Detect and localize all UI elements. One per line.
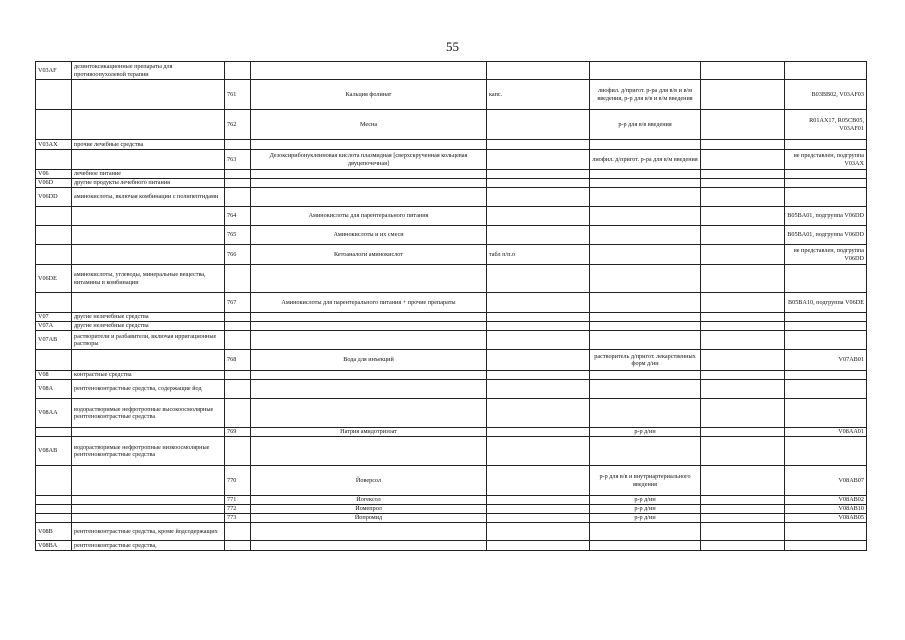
empty-cell — [701, 322, 785, 331]
drug-name-cell — [251, 62, 487, 80]
group-description-cell — [72, 226, 225, 245]
item-number-cell: 773 — [225, 514, 251, 523]
empty-cell — [701, 496, 785, 505]
item-number-cell — [225, 140, 251, 150]
release-form-cell — [590, 188, 701, 207]
group-description-cell: рентгеноконтрастные средства, кроме йодсодержащих — [72, 523, 225, 541]
release-form-cell: р-р д/ин — [590, 505, 701, 514]
atc-reference-cell — [785, 399, 867, 428]
release-form-cell: р-р для в/в введения — [590, 110, 701, 140]
table-row — [36, 428, 867, 437]
atc-code-cell — [36, 350, 72, 371]
table-row — [36, 514, 867, 523]
atc-code-cell — [36, 245, 72, 265]
item-number-cell: 770 — [225, 466, 251, 496]
item-number-cell — [225, 322, 251, 331]
empty-cell — [701, 207, 785, 226]
atc-reference-cell: R01AX17, R05CB05, V03AF01 — [785, 110, 867, 140]
item-number-cell — [225, 179, 251, 188]
empty-cell — [701, 226, 785, 245]
table-row — [36, 437, 867, 466]
item-number-cell: 761 — [225, 80, 251, 110]
atc-reference-cell: V07AB01 — [785, 350, 867, 371]
drug-name-cell: Месна — [251, 110, 487, 140]
empty-cell — [701, 245, 785, 265]
drug-name-cell — [251, 523, 487, 541]
atc-code-cell — [36, 207, 72, 226]
group-description-cell — [72, 350, 225, 371]
drug-name-cell: Йопромид — [251, 514, 487, 523]
group-description-cell: аминокислоты, углеводы, минеральные вещества, витамины в комбинации — [72, 265, 225, 293]
atc-reference-cell: B03BB02, V03AF03 — [785, 80, 867, 110]
dosage-form-cell — [487, 466, 590, 496]
empty-cell — [701, 331, 785, 350]
empty-cell — [701, 523, 785, 541]
atc-code-cell: V03AF — [36, 62, 72, 80]
item-number-cell — [225, 523, 251, 541]
atc-code-cell: V08B — [36, 523, 72, 541]
item-number-cell — [225, 170, 251, 179]
group-description-cell: растворители и разбавители, включая ирригационные растворы — [72, 331, 225, 350]
atc-reference-cell — [785, 380, 867, 399]
release-form-cell: лиофил. д/пригот. р-ра для в/в и в/м введения, р-р для в/в и в/м введения — [590, 80, 701, 110]
empty-cell — [701, 110, 785, 140]
atc-reference-cell: V08AB10 — [785, 505, 867, 514]
atc-reference-cell: V08AB05 — [785, 514, 867, 523]
dosage-form-cell — [487, 514, 590, 523]
empty-cell — [701, 466, 785, 496]
release-form-cell — [590, 207, 701, 226]
dosage-form-cell: капс. — [487, 80, 590, 110]
atc-code-cell — [36, 496, 72, 505]
atc-code-cell: V06DD — [36, 188, 72, 207]
table-row — [36, 322, 867, 331]
group-description-cell: аминокислоты, включая комбинации с полипептидами — [72, 188, 225, 207]
item-number-cell — [225, 331, 251, 350]
release-form-cell — [590, 331, 701, 350]
atc-reference-cell — [785, 371, 867, 380]
empty-cell — [701, 505, 785, 514]
release-form-cell — [590, 437, 701, 466]
dosage-form-cell — [487, 350, 590, 371]
item-number-cell — [225, 399, 251, 428]
group-description-cell: другие нелечебные средства — [72, 322, 225, 331]
table-row — [36, 170, 867, 179]
empty-cell — [701, 179, 785, 188]
table-row — [36, 371, 867, 380]
atc-code-cell — [36, 110, 72, 140]
drug-name-cell: Аминокислоты для парентерального питания — [251, 207, 487, 226]
atc-reference-cell — [785, 140, 867, 150]
group-description-cell: контрастные средства — [72, 371, 225, 380]
drug-name-cell — [251, 322, 487, 331]
item-number-cell — [225, 62, 251, 80]
drug-name-cell: Вода для инъекций — [251, 350, 487, 371]
item-number-cell: 763 — [225, 150, 251, 170]
item-number-cell — [225, 265, 251, 293]
group-description-cell: рентгеноконтрастные средства, — [72, 541, 225, 551]
atc-reference-cell: B05BA10, подгруппа V06DE — [785, 293, 867, 313]
drug-name-cell — [251, 541, 487, 551]
dosage-form-cell — [487, 140, 590, 150]
table-row — [36, 265, 867, 293]
empty-cell — [701, 350, 785, 371]
dosage-form-cell — [487, 207, 590, 226]
item-number-cell: 765 — [225, 226, 251, 245]
dosage-form-cell — [487, 371, 590, 380]
atc-reference-cell — [785, 322, 867, 331]
drug-name-cell — [251, 399, 487, 428]
table-row — [36, 380, 867, 399]
atc-reference-cell — [785, 437, 867, 466]
table-row — [36, 207, 867, 226]
atc-code-cell — [36, 428, 72, 437]
atc-reference-cell: не представлен, подгруппа V06DD — [785, 245, 867, 265]
empty-cell — [701, 380, 785, 399]
atc-code-cell — [36, 505, 72, 514]
group-description-cell — [72, 207, 225, 226]
atc-code-cell: V08BA — [36, 541, 72, 551]
table-row — [36, 541, 867, 551]
atc-code-cell: V06D — [36, 179, 72, 188]
empty-cell — [701, 437, 785, 466]
dosage-form-cell — [487, 437, 590, 466]
empty-cell — [701, 150, 785, 170]
dosage-form-cell — [487, 188, 590, 207]
atc-reference-cell: V08AB02 — [785, 496, 867, 505]
drug-name-cell: Йогексол — [251, 496, 487, 505]
table-row — [36, 331, 867, 350]
atc-reference-cell — [785, 523, 867, 541]
drug-name-cell: Натрия амидотризоат — [251, 428, 487, 437]
table-row — [36, 496, 867, 505]
release-form-cell: р-р д/ин — [590, 496, 701, 505]
atc-reference-cell — [785, 62, 867, 80]
atc-code-cell — [36, 466, 72, 496]
release-form-cell: растворитель д/пригот. лекарственных форм д/ин — [590, 350, 701, 371]
atc-code-cell: V06DE — [36, 265, 72, 293]
group-description-cell — [72, 466, 225, 496]
drug-name-cell: Кальция фолинат — [251, 80, 487, 110]
item-number-cell: 766 — [225, 245, 251, 265]
atc-code-cell — [36, 150, 72, 170]
group-description-cell — [72, 110, 225, 140]
atc-code-cell — [36, 293, 72, 313]
drug-name-cell — [251, 313, 487, 322]
dosage-form-cell — [487, 496, 590, 505]
group-description-cell: дезинтоксикационные препараты для противоопухолевой терапии — [72, 62, 225, 80]
release-form-cell: р-р для в/в и внутриартериального введения — [590, 466, 701, 496]
group-description-cell: другие продукты лечебного питания — [72, 179, 225, 188]
release-form-cell — [590, 179, 701, 188]
atc-code-cell — [36, 80, 72, 110]
release-form-cell — [590, 265, 701, 293]
release-form-cell — [590, 293, 701, 313]
table-body — [36, 62, 867, 551]
dosage-form-cell — [487, 505, 590, 514]
table-row — [36, 313, 867, 322]
atc-reference-cell: не представлен, подгруппа V03AX — [785, 150, 867, 170]
drug-name-cell — [251, 371, 487, 380]
table-row — [36, 466, 867, 496]
dosage-form-cell — [487, 293, 590, 313]
dosage-form-cell — [487, 331, 590, 350]
table-row — [36, 350, 867, 371]
drug-name-cell: Кетоаналоги аминокислот — [251, 245, 487, 265]
drug-name-cell: Дезоксирибонуклеиновая кислота плазмидная [сверхскрученная кольцевая двуцепочечная] — [251, 150, 487, 170]
table-row — [36, 505, 867, 514]
release-form-cell — [590, 226, 701, 245]
atc-code-cell: V08AA — [36, 399, 72, 428]
dosage-form-cell — [487, 380, 590, 399]
table-row — [36, 110, 867, 140]
release-form-cell — [590, 399, 701, 428]
item-number-cell: 772 — [225, 505, 251, 514]
group-description-cell: водорастворимые нефротропные высокоосмолярные рентгеноконтрастные средства — [72, 399, 225, 428]
release-form-cell — [590, 313, 701, 322]
empty-cell — [701, 62, 785, 80]
page-number: 55 — [446, 39, 459, 54]
empty-cell — [701, 188, 785, 207]
atc-code-cell: V06 — [36, 170, 72, 179]
item-number-cell — [225, 188, 251, 207]
atc-reference-cell — [785, 179, 867, 188]
table-row — [36, 188, 867, 207]
table-row — [36, 179, 867, 188]
drug-name-cell — [251, 437, 487, 466]
item-number-cell: 764 — [225, 207, 251, 226]
table-row — [36, 226, 867, 245]
atc-code-cell: V07AB — [36, 331, 72, 350]
item-number-cell: 767 — [225, 293, 251, 313]
dosage-form-cell — [487, 110, 590, 140]
atc-code-cell: V08AB — [36, 437, 72, 466]
table-row — [36, 140, 867, 150]
drug-name-cell — [251, 170, 487, 179]
dosage-form-cell — [487, 322, 590, 331]
table-row — [36, 293, 867, 313]
dosage-form-cell — [487, 523, 590, 541]
atc-code-cell: V07 — [36, 313, 72, 322]
release-form-cell — [590, 62, 701, 80]
dosage-form-cell — [487, 399, 590, 428]
group-description-cell: рентгеноконтрастные средства, содержащие йод — [72, 380, 225, 399]
item-number-cell — [225, 313, 251, 322]
table-row — [36, 523, 867, 541]
atc-reference-cell — [785, 265, 867, 293]
empty-cell — [701, 265, 785, 293]
dosage-form-cell — [487, 541, 590, 551]
drug-name-cell: Йоверсол — [251, 466, 487, 496]
atc-code-cell: V08 — [36, 371, 72, 380]
drug-name-cell — [251, 265, 487, 293]
release-form-cell — [590, 245, 701, 265]
table-row — [36, 150, 867, 170]
group-description-cell — [72, 150, 225, 170]
group-description-cell — [72, 428, 225, 437]
empty-cell — [701, 371, 785, 380]
table-row — [36, 62, 867, 80]
dosage-form-cell — [487, 150, 590, 170]
atc-reference-cell — [785, 541, 867, 551]
dosage-form-cell — [487, 428, 590, 437]
dosage-form-cell: табл п/п.о — [487, 245, 590, 265]
dosage-form-cell — [487, 179, 590, 188]
dosage-form-cell — [487, 313, 590, 322]
group-description-cell: прочие лечебные средства — [72, 140, 225, 150]
group-description-cell: водорастворимые нефротропные низкоосмолярные рентгеноконтрастные средства — [72, 437, 225, 466]
release-form-cell — [590, 523, 701, 541]
release-form-cell — [590, 371, 701, 380]
group-description-cell — [72, 293, 225, 313]
empty-cell — [701, 399, 785, 428]
item-number-cell — [225, 380, 251, 399]
release-form-cell: р-р д/ин — [590, 514, 701, 523]
drug-name-cell — [251, 179, 487, 188]
group-description-cell: лечебное питание — [72, 170, 225, 179]
group-description-cell — [72, 514, 225, 523]
item-number-cell: 771 — [225, 496, 251, 505]
atc-reference-cell — [785, 188, 867, 207]
table-row — [36, 80, 867, 110]
table-row — [36, 245, 867, 265]
release-form-cell: р-р д/ин — [590, 428, 701, 437]
group-description-cell — [72, 505, 225, 514]
release-form-cell: лиофил. д/пригот. р-ра для в/м введения — [590, 150, 701, 170]
item-number-cell — [225, 437, 251, 466]
atc-code-cell — [36, 514, 72, 523]
empty-cell — [701, 313, 785, 322]
atc-reference-cell — [785, 313, 867, 322]
atc-reference-cell — [785, 331, 867, 350]
drug-name-cell — [251, 331, 487, 350]
drug-name-cell: Аминокислоты для парентерального питания + прочие препараты — [251, 293, 487, 313]
group-description-cell — [72, 245, 225, 265]
empty-cell — [701, 428, 785, 437]
atc-code-cell: V03AX — [36, 140, 72, 150]
dosage-form-cell — [487, 170, 590, 179]
dosage-form-cell — [487, 62, 590, 80]
release-form-cell — [590, 541, 701, 551]
drug-name-cell: Йомепрол — [251, 505, 487, 514]
release-form-cell — [590, 322, 701, 331]
release-form-cell — [590, 170, 701, 179]
empty-cell — [701, 170, 785, 179]
group-description-cell — [72, 80, 225, 110]
atc-reference-cell: B05BA01, подгруппа V06DD — [785, 226, 867, 245]
table-row — [36, 399, 867, 428]
empty-cell — [701, 541, 785, 551]
drug-table — [35, 61, 867, 551]
item-number-cell: 762 — [225, 110, 251, 140]
empty-cell — [701, 140, 785, 150]
empty-cell — [701, 80, 785, 110]
release-form-cell — [590, 380, 701, 399]
item-number-cell — [225, 541, 251, 551]
atc-reference-cell — [785, 170, 867, 179]
atc-reference-cell: V08AB07 — [785, 466, 867, 496]
atc-code-cell: V07A — [36, 322, 72, 331]
atc-code-cell — [36, 226, 72, 245]
empty-cell — [701, 514, 785, 523]
atc-reference-cell: B05BA01, подгруппа V06DD — [785, 207, 867, 226]
drug-name-cell — [251, 380, 487, 399]
group-description-cell — [72, 496, 225, 505]
drug-name-cell — [251, 188, 487, 207]
atc-reference-cell: V08AA01 — [785, 428, 867, 437]
item-number-cell: 769 — [225, 428, 251, 437]
dosage-form-cell — [487, 226, 590, 245]
drug-name-cell: Аминокислоты и их смеси — [251, 226, 487, 245]
atc-code-cell: V08A — [36, 380, 72, 399]
group-description-cell: другие нелечебные средства — [72, 313, 225, 322]
dosage-form-cell — [487, 265, 590, 293]
release-form-cell — [590, 140, 701, 150]
drug-name-cell — [251, 140, 487, 150]
item-number-cell — [225, 371, 251, 380]
empty-cell — [701, 293, 785, 313]
item-number-cell: 768 — [225, 350, 251, 371]
